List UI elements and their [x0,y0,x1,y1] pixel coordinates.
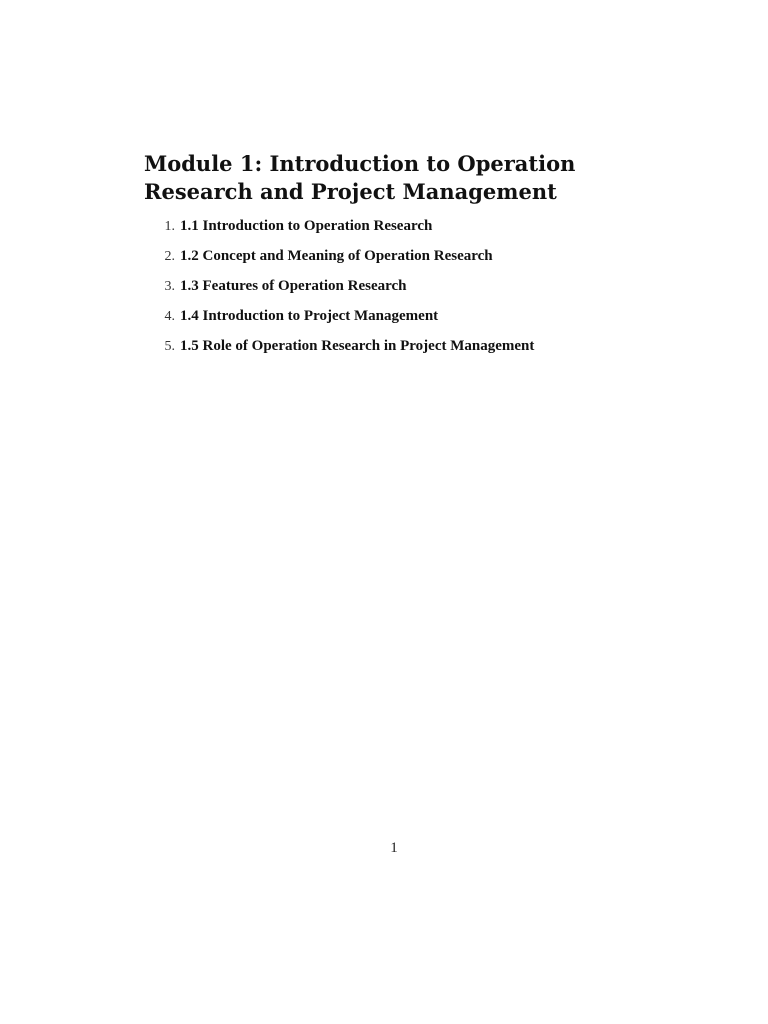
toc-item-number: 4. [164,309,175,324]
toc-item-number: 5. [164,339,175,354]
toc-item-number: 3. [164,279,175,294]
page-number: 1 [390,840,398,856]
toc-item-label: 1.4 Introduction to Project Management [180,308,439,324]
toc-item-2 [144,246,704,276]
toc-item-1 [144,216,704,246]
toc-item-label: 1.2 Concept and Meaning of Operation Research [180,248,493,264]
toc-item-4 [144,306,704,336]
page-title: Module 1: Introduction to Operation Research and Project Management [144,151,576,204]
toc-item-3 [144,276,704,306]
toc-item-number: 2. [164,249,175,264]
toc-item-label: 1.5 Role of Operation Research in Project Management [180,338,535,354]
toc-item-number: 1. [164,219,175,234]
toc-item-5 [144,336,704,366]
toc-item-label: 1.1 Introduction to Operation Research [180,218,433,234]
toc-item-label: 1.3 Features of Operation Research [180,278,407,294]
table-of-contents [144,216,704,366]
